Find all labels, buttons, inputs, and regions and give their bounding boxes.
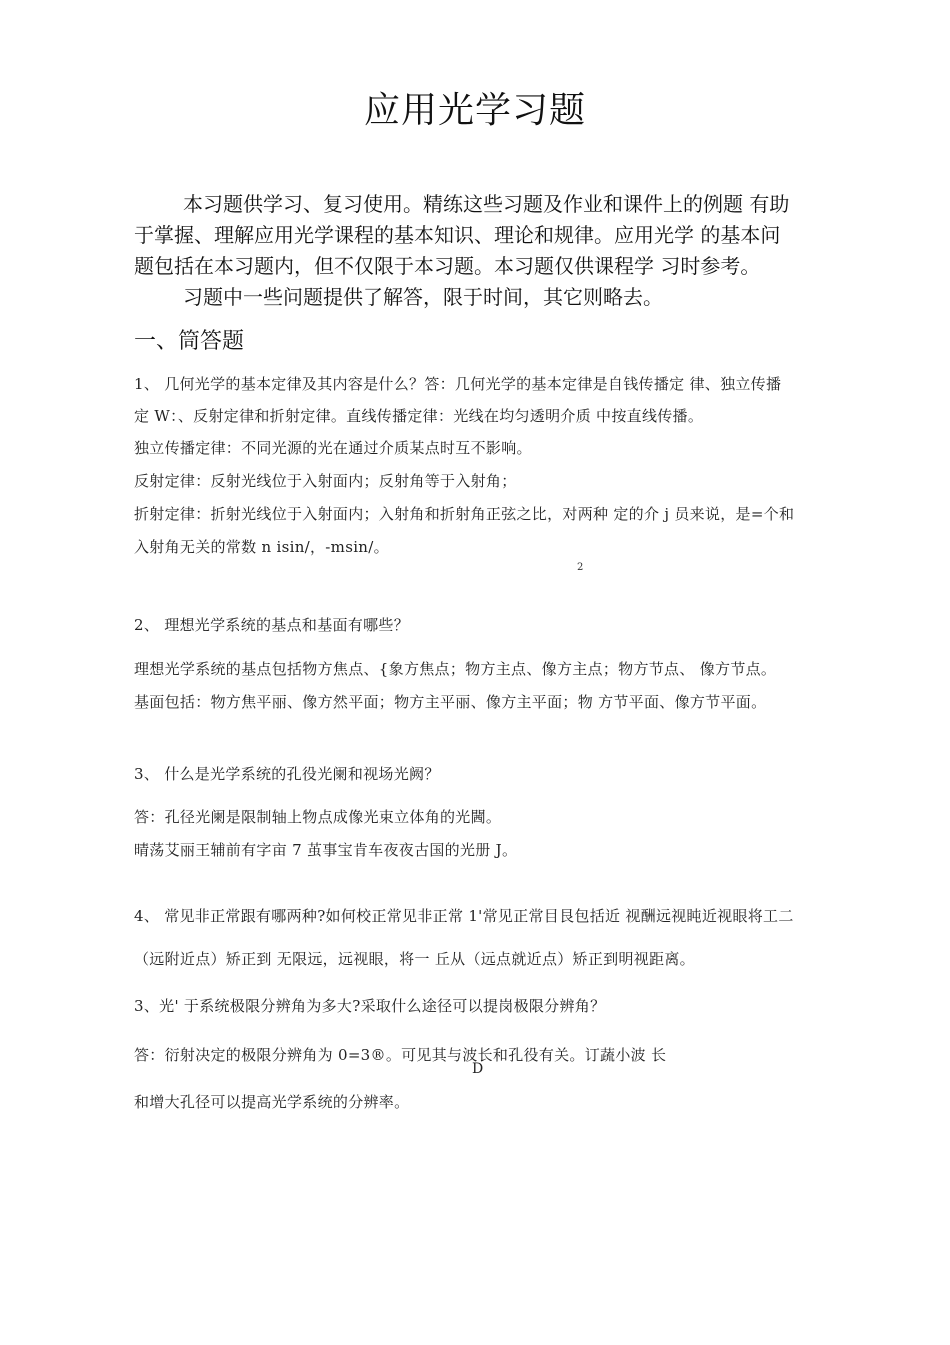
q1-line-3: 独立传播定律：不同光源的光在通过介质某点时互不影响。 [134, 439, 532, 457]
q2-answer-line-1: 理想光学系统的基点包括物方焦点、{象方焦点；物方主点、像方主点；物方节点、 像方节点。 [134, 660, 777, 678]
intro-line-4: 习题中一些问题提供了解答，限于时间，其它则略去。 [183, 285, 663, 309]
intro-line-1: 本习题供学习、复习使用。精练这些习题及作业和课件上的例题 有助 [183, 192, 790, 216]
q5-answer-line-1: 答：衍射决定的极限分辨角为 0=3®。可见其与波长和孔役有关。订蔬小波 长 [134, 1046, 667, 1064]
q1-line-5: 折射定律：折射光线位于入射面内；入射角和折射角正弦之比，对两种 定的介 j 员来说，是=个和 [134, 505, 795, 523]
q1-line-1: 1、 几何光学的基本定律及其内容是什么？答：几何光学的基本定律是自钱传播定 律、独立传播 [134, 375, 782, 393]
q3-answer-line-1: 答：孔径光阑是限制轴上物点成像光束立体角的光閪。 [134, 808, 502, 826]
intro-line-2: 于掌握、理解应用光学课程的基本知识、理论和规律。应用光学 的基本问 [134, 223, 781, 247]
q2-answer-line-2: 基面包括：物方焦平丽、像方然平面；物方主平丽、像方主平面；物 方节平面、像方节平面。 [134, 693, 767, 711]
q1-line-6: 入射角无关的常数 n isin/，-msin/。 [134, 538, 389, 556]
q4-line-1: 4、 常见非正常跟有哪两种?如何校正常见非正常 1'常见正常目艮包括近 视酬远视盹近视眼将工二 [134, 907, 794, 925]
document-title: 应用光学习题 [363, 90, 586, 131]
intro-line-3: 题包括在本习题内，但不仅限于本习题。本习题仅供课程学 习时参考。 [134, 254, 761, 278]
q3-question: 3、 什么是光学系统的孔役光阑和视场光阙？ [134, 765, 440, 783]
q5-question: 3、光' 于系统极限分辨角为多大?采取什么途径可以提岗极限分辨角？ [134, 997, 606, 1015]
q5-answer-line-2: 和增大孔径可以提高光学系统的分辨率。 [134, 1093, 410, 1111]
section-heading: 一、筒答题 [134, 329, 245, 354]
q3-answer-line-2: 晴荡艾丽王辅前有字亩 7 茧事宝肯车夜夜古国的光册 J。 [134, 841, 518, 859]
q1-line-2: 定 W：、反射定律和折射定律。直线传播定律：光线在均匀透明介质 中按直线传播。 [134, 407, 704, 425]
q1-subscript: 2 [577, 562, 584, 573]
q2-question: 2、 理想光学系统的基点和基面有哪些？ [134, 616, 410, 634]
q5-fraction-denominator: D [472, 1061, 484, 1077]
q1-line-4: 反射定律：反射光线位于入射面内；反射角等于入射角； [134, 472, 517, 490]
q4-line-2: （远附近点）矫正到 无限远，远视眼，将一 丘从（远点就近点）矫正到明视距离。 [134, 950, 695, 968]
